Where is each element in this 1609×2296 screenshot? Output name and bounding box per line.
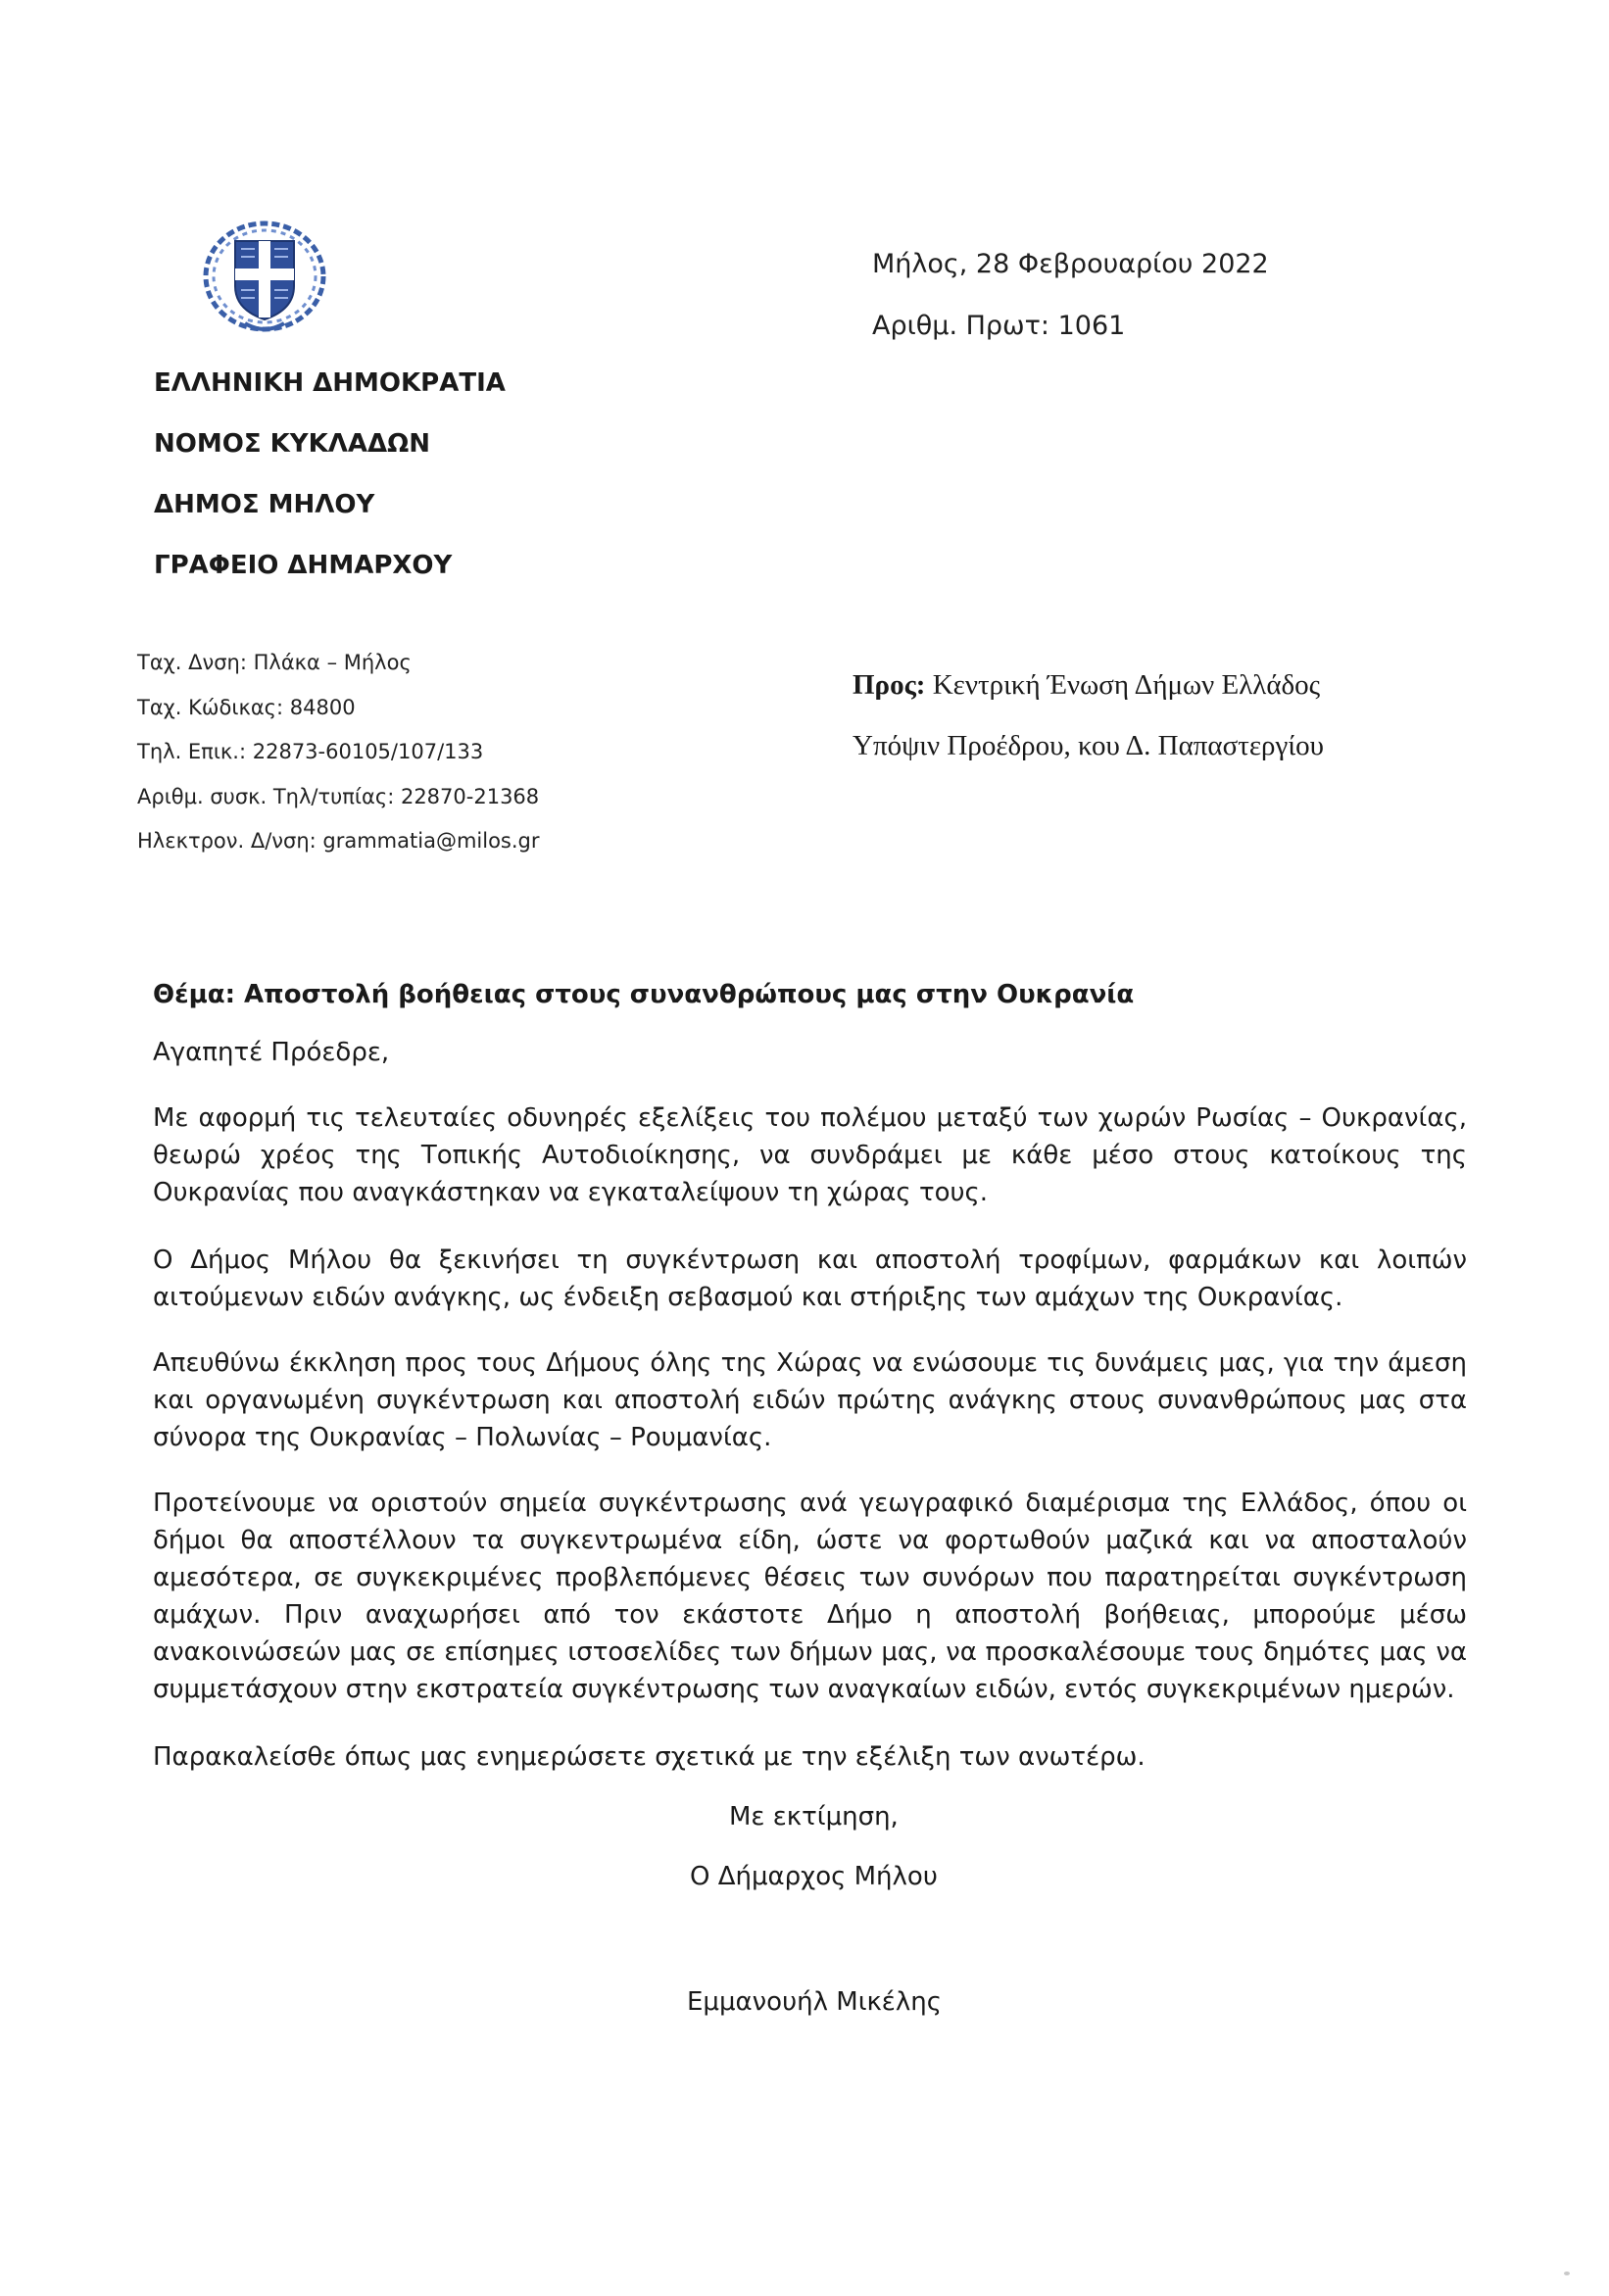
body-paragraph: Ο Δήμος Μήλου θα ξεκινήσει τη συγκέντρωση και αποστολή τροφίμων, φαρμάκων και λοιπών αιτούμενων ειδών ανάγκης, ως ένδειξη σεβασμού και στήριξης των αμάχων της Ουκρανίας. [153, 1246, 1467, 1312]
letter-date: Μήλος, 28 Φεβρουαρίου 2022 [872, 249, 1269, 279]
recipient-line [853, 664, 1324, 725]
recipient-attention: Υπόψιν Προέδρου, κου Δ. Παπαστεργίου [853, 730, 1325, 761]
contact-postcode: Ταχ. Κώδικας: 84800 [137, 695, 356, 719]
recipient [853, 664, 1324, 786]
letter-subject: Θέμα: Αποστολή βοήθειας στους συνανθρώπους μας στην Ουκρανία [153, 980, 1135, 1009]
contact-details [137, 647, 540, 870]
scan-speck [1564, 2272, 1570, 2275]
contact-email: Ηλεκτρον. Δ/νση: grammatia@milos.gr [137, 829, 540, 853]
body-paragraph: Παρακαλείσθε όπως μας ενημερώσετε σχετικά με την εξέλιξη των ανωτέρω. [153, 1742, 1146, 1772]
protocol-number: Αριθμ. Πρωτ: 1061 [872, 311, 1126, 341]
letter-closing: Με εκτίμηση, [729, 1802, 899, 1832]
authority-line: ΓΡΑΦΕΙΟ ΔΗΜΑΡΧΟΥ [154, 551, 453, 580]
body-paragraph: Με αφορμή τις τελευταίες οδυνηρές εξελίξεις του πολέμου μεταξύ των χωρών Ρωσίας – Ουκρανίας, θεωρώ χρέος της Τοπικής Αυτοδιοίκησης, να συνδράμει με κάθε μέσο στους κατοίκους της Ουκρανίας που αναγκάστηκαν να εγκαταλείψουν τη χώρας τους. [153, 1103, 1467, 1207]
body-paragraph: Απευθύνω έκκληση προς τους Δήμους όλης της Χώρας να ενώσουμε τις δυνάμεις μας, για την άμεση και οργανωμένη συγκέντρωση και αποστολή ειδών πρώτης ανάγκης στους συνανθρώπους μας στα σύνορα της Ουκρανίας – Πολωνίας – Ρουμανίας. [153, 1348, 1467, 1452]
signatory-title: Ο Δήμαρχος Μήλου [690, 1862, 938, 1891]
contact-address: Ταχ. Δνση: Πλάκα – Μήλος [137, 651, 412, 674]
letter-salutation: Αγαπητέ Πρόεδρε, [153, 1038, 390, 1067]
recipient-name: Κεντρική Ένωση Δήμων Ελλάδος [925, 669, 1321, 701]
contact-phone: Τηλ. Επικ.: 22873-60105/107/133 [137, 740, 484, 763]
authority-line: ΔΗΜΟΣ ΜΗΛΟΥ [154, 490, 375, 519]
greek-coat-of-arms-icon [198, 214, 331, 337]
recipient-label: Προς: [853, 669, 926, 701]
body-paragraph: Προτείνουμε να οριστούν σημεία συγκέντρωσης ανά γεωγραφικό διαμέρισμα της Ελλάδος, όπου οι δήμοι θα αποστέλλουν τα συγκεντρωμένα είδη, ώστε να φορτωθούν μαζικά και να αποσταλούν αμεσότερα, σε συγκεκριμένες προβλεπόμενες θέσεις των συνόρων που παρατηρείται συγκέντρωση αμάχων. Πριν αναχωρήσει από τον εκάστοτε Δήμο η αποστολή βοήθειας, μπορούμε μέσω ανακοινώσεών μας σε επίσημες ιστοσελίδες των δήμων μας, να προσκαλέσουμε τους δημότες μας να συμμετάσχουν στην εκστρατεία συγκέντρωσης των αναγκαίων ειδών, εντός συγκεκριμένων ημερών. [153, 1489, 1467, 1704]
authority-line: ΕΛΛΗΝΙΚΗ ΔΗΜΟΚΡΑΤΙΑ [154, 368, 506, 398]
authority-line: ΝΟΜΟΣ ΚΥΚΛΑΔΩΝ [154, 429, 431, 459]
signatory-name: Εμμανουήλ Μικέλης [687, 1987, 942, 2017]
contact-fax: Αριθμ. συσκ. Τηλ/τυπίας: 22870-21368 [137, 784, 540, 808]
issuing-authority [154, 363, 506, 606]
